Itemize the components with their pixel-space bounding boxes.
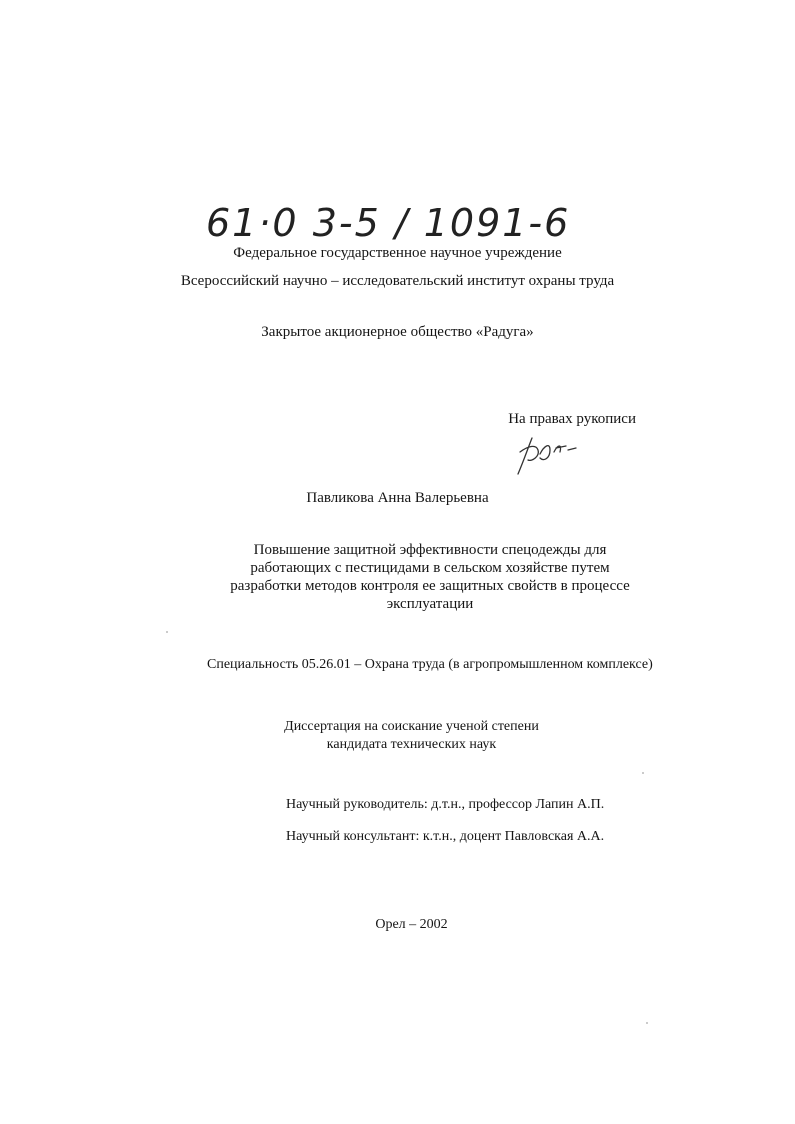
scan-speck [642,772,644,774]
city-year: Орел – 2002 [375,917,448,932]
scientific-consultant: Научный консультант: к.т.н., доцент Павловская А.А. [286,829,605,844]
manuscript-rights-note: На правах рукописи [508,411,636,427]
title-line: работающих с пестицидами в сельском хозяйстве путем [250,560,610,576]
author-name: Павликова Анна Валерьевна [306,490,489,506]
specialty-line: Специальность 05.26.01 – Охрана труда (в агропромышленном комплексе) [207,657,653,672]
company-name: Закрытое акционерное общество «Радуга» [261,324,534,340]
signature-icon [510,432,580,480]
scan-speck [646,1022,648,1024]
institution-name: Федеральное государственное научное учреждение [233,245,562,261]
title-line: Повышение защитной эффективности спецодежды для [253,542,607,558]
title-line: разработки методов контроля ее защитных свойств в процессе [230,578,630,594]
institute-name: Всероссийский научно – исследовательский институт охраны труда [180,273,615,289]
degree-line-1: Диссертация на соискание ученой степени [284,719,539,734]
title-line: эксплуатации [386,596,474,612]
handwritten-catalog-text: 61·0 3-5 / 1091-6 [206,201,571,245]
scientific-supervisor: Научный руководитель: д.т.н., профессор Лапин А.П. [286,797,605,812]
degree-line-2: кандидата технических наук [326,737,497,752]
dissertation-title [228,541,632,613]
scan-speck [166,631,168,633]
